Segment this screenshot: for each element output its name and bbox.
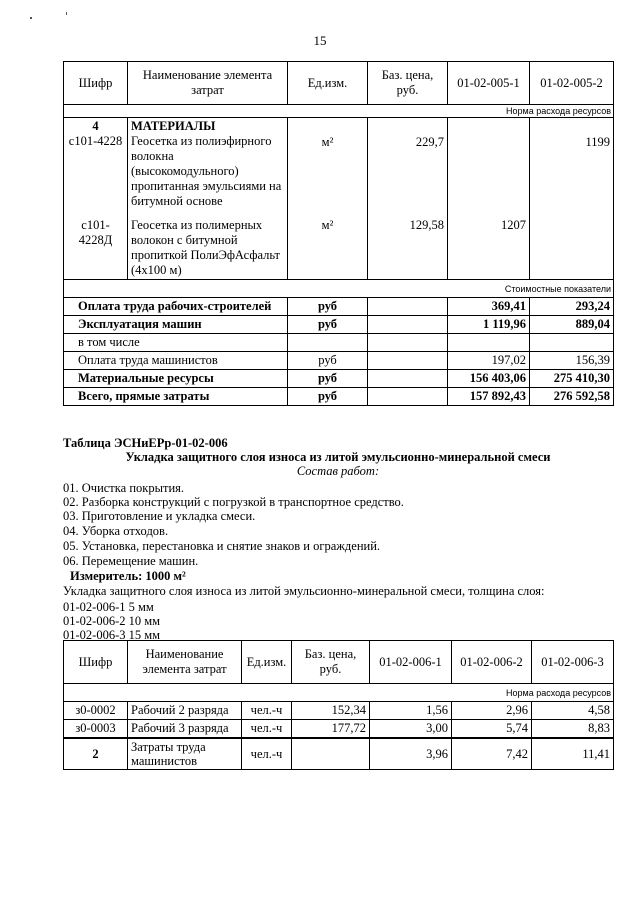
material-unit: м² [288,118,368,211]
empty-cell [368,298,448,316]
row-v1: 3,96 [370,738,452,770]
norm-label: Норма расхода ресурсов [64,105,614,118]
cost-name: в том числе [64,334,288,352]
cost-v1: 197,02 [448,352,530,370]
row-v3: 8,83 [532,720,614,739]
section-description: Укладка защитного слоя износа из литой эмульсионно-минеральной смеси, толщина слоя: [63,584,545,598]
variant-item: 01-02-006-3 15 мм [63,628,161,642]
row-v3: 4,58 [532,702,614,720]
empty-cell [368,316,448,334]
scan-speck [66,12,67,15]
cost-v2: 276 592,58 [530,388,614,406]
section-title: МАТЕРИАЛЫ [131,119,216,133]
row-unit: чел.-ч [242,702,292,720]
empty-cell [368,334,448,352]
work-item: 02. Разборка конструкций с погрузкой в транспортное средство. [63,495,404,509]
header-price: Баз. цена, руб. [368,62,448,105]
cost-v2: 156,39 [530,352,614,370]
header-code: Шифр [64,641,128,684]
meter: Измеритель: 1000 м² [70,569,186,583]
table-row [64,118,128,211]
material-v1 [448,118,530,211]
row-price [292,738,370,770]
material-v2: 1199 [530,118,614,211]
table-title: Таблица ЭСНиЕРр-01-02-006 [63,436,228,450]
header-name: Наименование элемента затрат [128,62,288,105]
header-col1: 01-02-006-1 [370,641,452,684]
row-v2: 2,96 [452,702,532,720]
material-v2 [530,210,614,280]
cost-unit: руб [288,316,368,334]
row-v3: 11,41 [532,738,614,770]
row-name: Затраты труда машинистов [128,738,242,770]
cost-name: Оплата труда рабочих-строителей [64,298,288,316]
scan-speck [30,17,32,19]
row-v2: 7,42 [452,738,532,770]
cost-name: Эксплуатация машин [64,316,288,334]
material-code: с101-4228Д [64,210,128,280]
row-code: з0-0002 [64,702,128,720]
cost-v1: 157 892,43 [448,388,530,406]
material-price: 129,58 [368,210,448,280]
cost-unit: руб [288,298,368,316]
cost-v2: 293,24 [530,298,614,316]
row-price: 177,72 [292,720,370,739]
resource-table-005 [63,61,614,406]
header-col3: 01-02-006-3 [532,641,614,684]
table-row [128,118,288,211]
header-name: Наименование элемента затрат [128,641,242,684]
work-heading: Состав работ: [296,464,380,478]
material-v1: 1207 [448,210,530,280]
row-v1: 3,00 [370,720,452,739]
cost-name: Всего, прямые затраты [64,388,288,406]
row-name: Рабочий 3 разряда [128,720,242,739]
row-unit: чел.-ч [242,738,292,770]
header-col2: 01-02-006-2 [452,641,532,684]
variant-item: 01-02-006-2 10 мм [63,614,161,628]
cost-v1: 369,41 [448,298,530,316]
empty-cell [288,334,368,352]
row-v1: 1,56 [370,702,452,720]
empty-cell [448,334,530,352]
row-name: Рабочий 2 разряда [128,702,242,720]
work-item: 04. Уборка отходов. [63,524,169,538]
page-number: 15 [313,33,327,48]
header-code: Шифр [64,62,128,105]
cost-v1: 1 119,96 [448,316,530,334]
empty-cell [368,388,448,406]
row-code: 2 [64,738,128,770]
cost-v2: 889,04 [530,316,614,334]
cost-v2: 275 410,30 [530,370,614,388]
work-item: 01. Очистка покрытия. [63,481,185,495]
row-price: 152,34 [292,702,370,720]
material-price: 229,7 [368,118,448,211]
cost-label: Стоимостные показатели [64,280,614,298]
header-unit: Ед.изм. [288,62,368,105]
header-price: Баз. цена, руб. [292,641,370,684]
norm-label: Норма расхода ресурсов [64,684,614,702]
row-v2: 5,74 [452,720,532,739]
work-item: 03. Приготовление и укладка смеси. [63,509,256,523]
cost-name: Оплата труда машинистов [64,352,288,370]
empty-cell [368,352,448,370]
cost-v1: 156 403,06 [448,370,530,388]
empty-cell [530,334,614,352]
material-code: с101-4228 [68,134,123,148]
material-name: Геосетка из полиэфирного волокна (высокомодульного) пропитанная эмульсиями на битумной основе [131,134,282,208]
material-name: Геосетка из полимерных волокон с битумной пропиткой ПолиЭфАсфальт (4х100 м) [128,210,288,280]
cost-unit: руб [288,370,368,388]
row-code: з0-0003 [64,720,128,739]
resource-table-006 [63,640,614,770]
row-unit: чел.-ч [242,720,292,739]
variant-item: 01-02-006-1 5 мм [63,600,154,614]
section-code: 4 [92,119,99,133]
material-unit: м² [288,210,368,280]
section-heading: Укладка защитного слоя износа из литой эмульсионно-минеральной смеси [125,450,551,464]
header-unit: Ед.изм. [242,641,292,684]
work-item: 06. Перемещение машин. [63,554,199,568]
cost-unit: руб [288,388,368,406]
header-col1: 01-02-005-1 [448,62,530,105]
work-item: 05. Установка, перестановка и снятие знаков и ограждений. [63,539,381,553]
cost-name: Материальные ресурсы [64,370,288,388]
header-col2: 01-02-005-2 [530,62,614,105]
empty-cell [368,370,448,388]
cost-unit: руб [288,352,368,370]
